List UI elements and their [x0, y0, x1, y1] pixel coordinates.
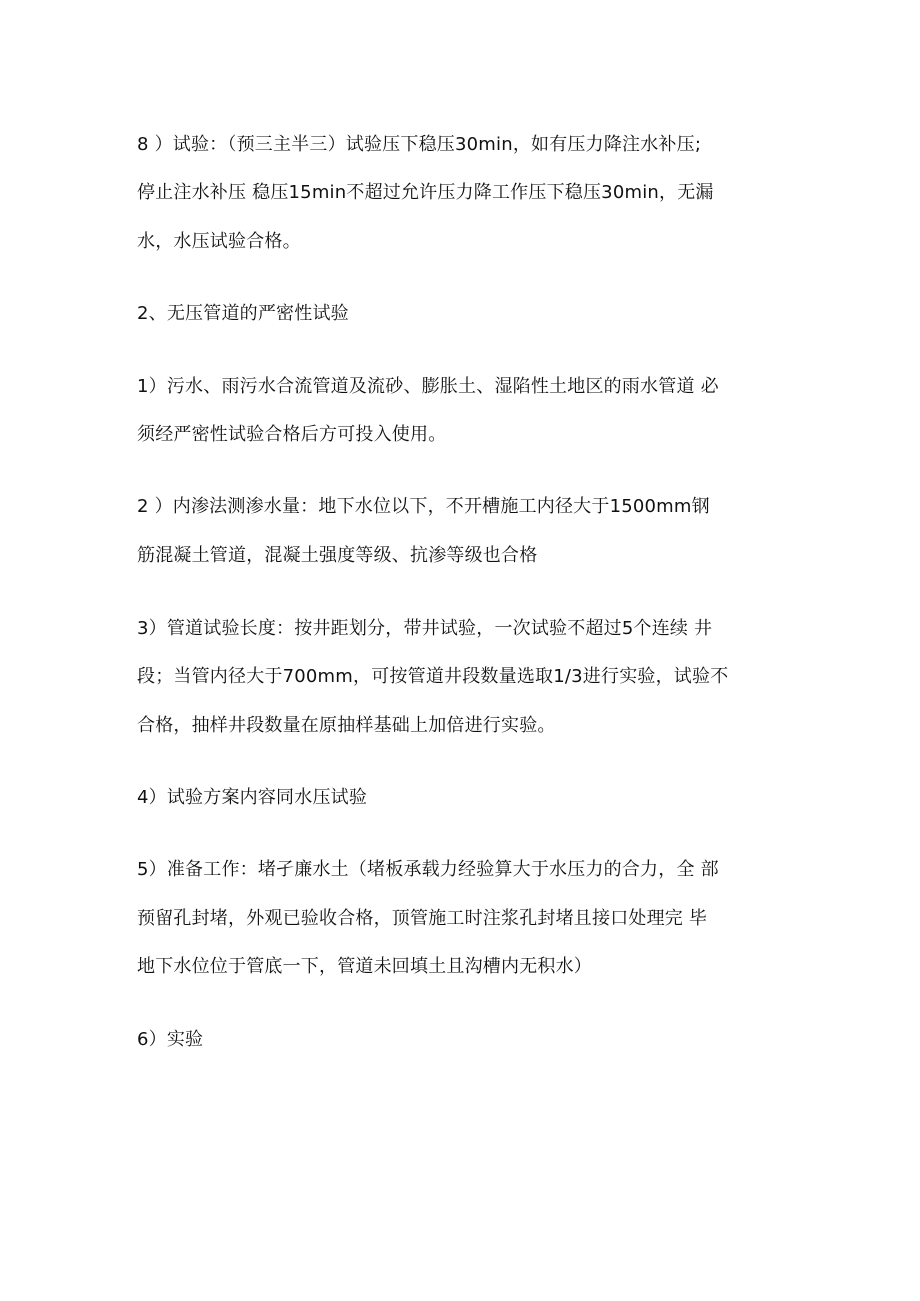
paragraph-5-line-2: 段；当管内径大于700mm，可按管道井段数量选取1/3进行实验，试验不	[137, 666, 729, 687]
paragraph-1-line-2: 停止注水补压 稳压15min不超过允许压力降工作压下稳压30min，无漏	[137, 182, 714, 203]
section-heading: 2、无压管道的严密性试验	[137, 303, 349, 324]
paragraph-3-line-1: 1）污水、雨污水合流管道及流砂、膨胀土、湿陷性土地区的雨水管道 必	[137, 376, 719, 397]
paragraph-6-line-1: 4）试验方案内容同水压试验	[137, 787, 368, 808]
paragraph-7-line-3: 地下水位位于管底一下，管道未回填土且沟槽内无积水）	[137, 956, 592, 977]
paragraph-5-line-3: 合格，抽样井段数量在原抽样基础上加倍进行实验。	[137, 715, 556, 736]
paragraph-1-line-1: 8 ）试验：（预三主半三）试验压下稳压30min，如有压力降注水补压;	[137, 134, 702, 155]
paragraph-7-line-1: 5）准备工作：堵孑廉水土（堵板承载力经验算大于水压力的合力，全 部	[137, 859, 719, 880]
paragraph-8-line-1: 6）实验	[137, 1029, 204, 1050]
paragraph-4-line-1: 2 ）内渗法测渗水量：地下水位以下，不开槽施工内径大于1500mm钢	[137, 496, 710, 517]
paragraph-3-line-2: 须经严密性试验合格后方可投入使用。	[137, 424, 447, 445]
paragraph-1-line-3: 水，水压试验合格。	[137, 231, 301, 252]
paragraph-5-line-1: 3）管道试验长度：按井距划分，带井试验，一次试验不超过5个连续 井	[137, 618, 713, 639]
paragraph-4-line-2: 筋混凝土管道，混凝土强度等级、抗渗等级也合格	[137, 545, 538, 566]
paragraph-7-line-2: 预留孔封堵，外观已验收合格，顶管施工时注浆孔封堵且接口处理完 毕	[137, 908, 708, 929]
